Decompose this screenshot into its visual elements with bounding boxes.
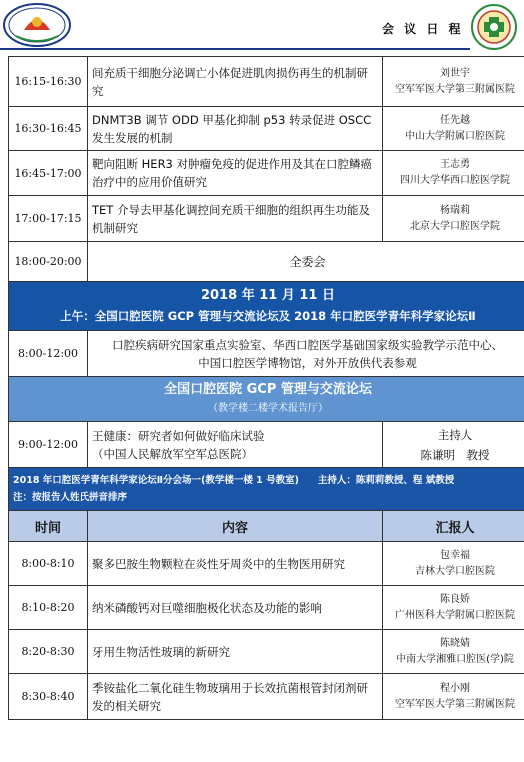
speaker-cell <box>383 542 524 586</box>
day-date: 2018 年 11 月 11 日 <box>201 288 335 303</box>
speaker-cell <box>383 630 524 674</box>
topic-cell: 聚多巴胺生物颗粒在炎性牙周炎中的生物医用研究 <box>88 542 383 586</box>
speaker-affiliation: 中南大学湘雅口腔医(学)院 <box>396 653 514 665</box>
topic-cell: 纳米磷酸钙对巨噬细胞极化状态及功能的影响 <box>88 586 383 630</box>
association-logo-icon <box>470 4 518 50</box>
table-row <box>9 242 524 282</box>
topic-cell: 靶向阻断 HER3 对肿瘤免疫的促进作用及其在口腔鳞癌治疗中的应用价值研究 <box>88 151 383 196</box>
committee-meeting-cell: 全委会 <box>88 242 524 282</box>
speaker-cell <box>383 196 524 242</box>
forum-banner <box>9 377 524 422</box>
speaker-name: 任先越 <box>440 114 470 126</box>
speaker-name: 陈晓婧 <box>440 637 470 649</box>
speaker-cell <box>383 674 524 720</box>
page-title: 会 议 日 程 <box>382 22 464 36</box>
speaker-affiliation: 空军军医大学第三附属医院 <box>395 698 515 710</box>
speaker-affiliation: 四川大学华西口腔医学院 <box>400 175 510 186</box>
header-divider <box>0 48 470 50</box>
column-header-time: 时间 <box>9 511 88 542</box>
speaker-name: 王志勇 <box>440 159 470 170</box>
table-row <box>9 151 524 196</box>
host-names: 陈谦明 教授 <box>420 447 490 462</box>
table-row <box>9 630 524 674</box>
time-cell: 8:00-8:10 <box>9 542 88 586</box>
table-row <box>9 331 524 377</box>
lab-visit-line: 中国口腔医学博物馆，对外开放供代表参观 <box>198 355 417 370</box>
society-logo-icon <box>2 2 72 48</box>
table-row <box>9 57 524 107</box>
sort-note: 注：按报告人姓氏拼音排序 <box>13 492 128 503</box>
speaker-name: 包幸福 <box>440 549 470 561</box>
time-cell: 8:10-8:20 <box>9 586 88 630</box>
time-cell: 16:45-17:00 <box>9 151 88 196</box>
table-row <box>9 586 524 630</box>
speaker-name: 杨瑞莉 <box>440 204 470 216</box>
topic-cell: TET 介导去甲基化调控间充质干细胞的组织再生功能及机制研究 <box>88 196 383 242</box>
host-cell <box>383 422 524 468</box>
time-cell: 16:30-16:45 <box>9 107 88 151</box>
session-note-banner <box>9 468 524 511</box>
table-row <box>9 196 524 242</box>
speaker-cell <box>383 151 524 196</box>
table-row <box>9 107 524 151</box>
topic-cell <box>88 422 383 468</box>
lab-visit-line: 口腔疾病研究国家重点实验室、华西口腔医学基础国家级实验教学示范中心、 <box>112 337 503 352</box>
time-cell: 16:15-16:30 <box>9 57 88 107</box>
speaker-affiliation: 吉林大学口腔医院 <box>415 565 495 577</box>
speaker-name: 陈良娇 <box>440 593 470 605</box>
speaker-cell <box>383 586 524 630</box>
speaker-name: 刘世宇 <box>440 67 470 79</box>
column-header-reporter: 汇报人 <box>383 511 524 542</box>
table-row <box>9 674 524 720</box>
talk-title: 王健康：研究者如何做好临床试验 <box>92 428 265 443</box>
time-cell: 8:20-8:30 <box>9 630 88 674</box>
topic-cell: 间充质干细胞分泌调亡小体促进肌肉损伤再生的机制研究 <box>88 57 383 107</box>
time-cell: 8:30-8:40 <box>9 674 88 720</box>
topic-cell: 牙用生物活性玻璃的新研究 <box>88 630 383 674</box>
lab-visit-cell <box>88 331 524 377</box>
speaker-cell <box>383 57 524 107</box>
table-row <box>9 422 524 468</box>
topic-cell: DNMT3B 调节 ODD 甲基化抑制 p53 转录促进 OSCC 发生发展的机制 <box>88 107 383 151</box>
talk-affiliation: （中国人民解放军空军总医院） <box>92 446 253 461</box>
table-row <box>9 542 524 586</box>
time-cell: 18:00-20:00 <box>9 242 88 282</box>
time-cell: 8:00-12:00 <box>9 331 88 377</box>
schedule-table <box>8 56 524 720</box>
day-subtitle: 上午：全国口腔医院 GCP 管理与交流论坛及 2018 年口腔医学青年科学家论坛Ⅱ <box>60 309 476 323</box>
column-header-row <box>9 511 524 542</box>
speaker-name: 程小刚 <box>440 682 470 694</box>
forum-title: 全国口腔医院 GCP 管理与交流论坛 <box>164 382 372 397</box>
speaker-affiliation: 广州医科大学附属口腔医院 <box>395 609 515 621</box>
day-banner <box>9 282 524 331</box>
forum-venue: （教学楼二楼学术报告厅） <box>208 403 328 414</box>
speaker-affiliation: 中山大学附属口腔医院 <box>405 130 505 142</box>
session-info: 2018 年口腔医学青年科学家论坛Ⅱ分会场一(教学楼一楼 1 号教室) 主持人：陈莉莉教授、程 斌教授 <box>13 475 455 486</box>
topic-cell: 季铵盐化二氧化硅生物玻璃用于长效抗菌根管封闭剂研发的相关研究 <box>88 674 383 720</box>
page-header <box>0 0 524 52</box>
host-label: 主持人 <box>437 427 473 442</box>
speaker-affiliation: 空军军医大学第三附属医院 <box>395 83 515 95</box>
column-header-content: 内容 <box>88 511 383 542</box>
time-cell: 9:00-12:00 <box>9 422 88 468</box>
speaker-affiliation: 北京大学口腔医学院 <box>410 220 500 232</box>
speaker-cell <box>383 107 524 151</box>
time-cell: 17:00-17:15 <box>9 196 88 242</box>
